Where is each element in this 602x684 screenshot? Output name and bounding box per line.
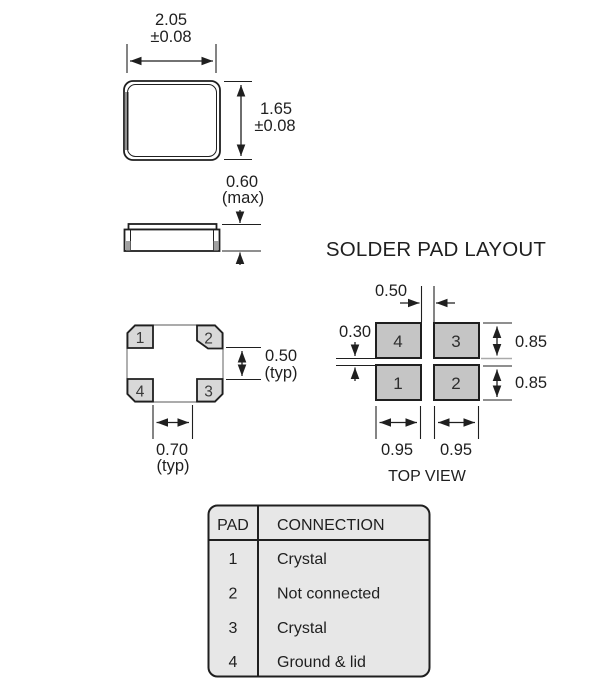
pad-height-bottom-value: 0.85 bbox=[514, 374, 548, 392]
solder-pad-4-label: 4 bbox=[393, 332, 403, 351]
table-header-connection: CONNECTION bbox=[277, 517, 385, 534]
table-row-1-pad: 1 bbox=[228, 551, 238, 568]
pad-width-right-value: 0.95 bbox=[439, 441, 473, 459]
pad-pitch-value: 0.70 bbox=[155, 441, 189, 459]
package-bottom-view-drawing bbox=[127, 325, 298, 475]
package-side-view-drawing bbox=[125, 173, 265, 265]
table-row-2-pad: 2 bbox=[228, 585, 238, 603]
pad-height-top-value: 0.85 bbox=[514, 333, 548, 351]
table-header-pad: PAD bbox=[217, 517, 249, 534]
table-row-4-pad: 4 bbox=[228, 654, 238, 671]
package-edge-shading bbox=[125, 92, 129, 150]
side-pad-right bbox=[214, 241, 219, 251]
table-row-1-connection: Crystal bbox=[277, 551, 327, 568]
top-view-label: TOP VIEW bbox=[388, 468, 466, 485]
gap-x-value: 0.50 bbox=[374, 282, 408, 300]
width-dim-value: 2.05 bbox=[154, 11, 188, 29]
solder-pad-1-label: 1 bbox=[393, 374, 403, 393]
thickness-dim-value: 0.60 bbox=[225, 173, 259, 191]
pad-gap-qualifier: (typ) bbox=[264, 364, 298, 382]
pad-gap-extension-lines bbox=[226, 348, 261, 380]
package-outer-outline bbox=[124, 81, 220, 160]
height-dim-value: 1.65 bbox=[259, 100, 293, 118]
width-dim-tolerance: ±0.08 bbox=[150, 28, 192, 46]
table-row-4-connection: Ground & lid bbox=[277, 654, 366, 671]
table-row-3-pad: 3 bbox=[228, 620, 238, 637]
table-row-2-connection: Not connected bbox=[277, 585, 381, 603]
pad-gap-value: 0.50 bbox=[264, 347, 298, 365]
solder-pad-2-label: 2 bbox=[451, 374, 461, 393]
gap-x-extension-lines bbox=[422, 286, 435, 322]
thickness-extension-lines bbox=[222, 225, 261, 252]
thickness-dim-qualifier: (max) bbox=[221, 189, 265, 207]
solder-pad-layout-title: SOLDER PAD LAYOUT bbox=[325, 238, 547, 261]
pad-width-left-value: 0.95 bbox=[380, 441, 414, 459]
bottom-pad-1-label: 1 bbox=[135, 330, 145, 347]
width-extension-lines bbox=[127, 44, 216, 73]
gap-y-value: 0.30 bbox=[338, 323, 372, 341]
bottom-pad-4-label: 4 bbox=[135, 383, 145, 401]
pad-pitch-qualifier: (typ) bbox=[156, 457, 190, 475]
pad-connection-table bbox=[209, 506, 430, 677]
solder-pad-3-label: 3 bbox=[451, 332, 461, 351]
package-top-view-drawing bbox=[124, 11, 296, 160]
bottom-pad-3-label: 3 bbox=[204, 383, 213, 401]
bottom-pad-2-label: 2 bbox=[204, 330, 213, 348]
side-pad-left bbox=[126, 241, 131, 251]
package-body-side bbox=[125, 230, 220, 252]
height-dim-tolerance: ±0.08 bbox=[254, 117, 296, 135]
height-extension-lines bbox=[224, 82, 252, 160]
table-row-3-connection: Crystal bbox=[277, 620, 327, 637]
solder-pad-layout bbox=[326, 238, 547, 485]
gap-y-extension-lines bbox=[336, 359, 375, 366]
